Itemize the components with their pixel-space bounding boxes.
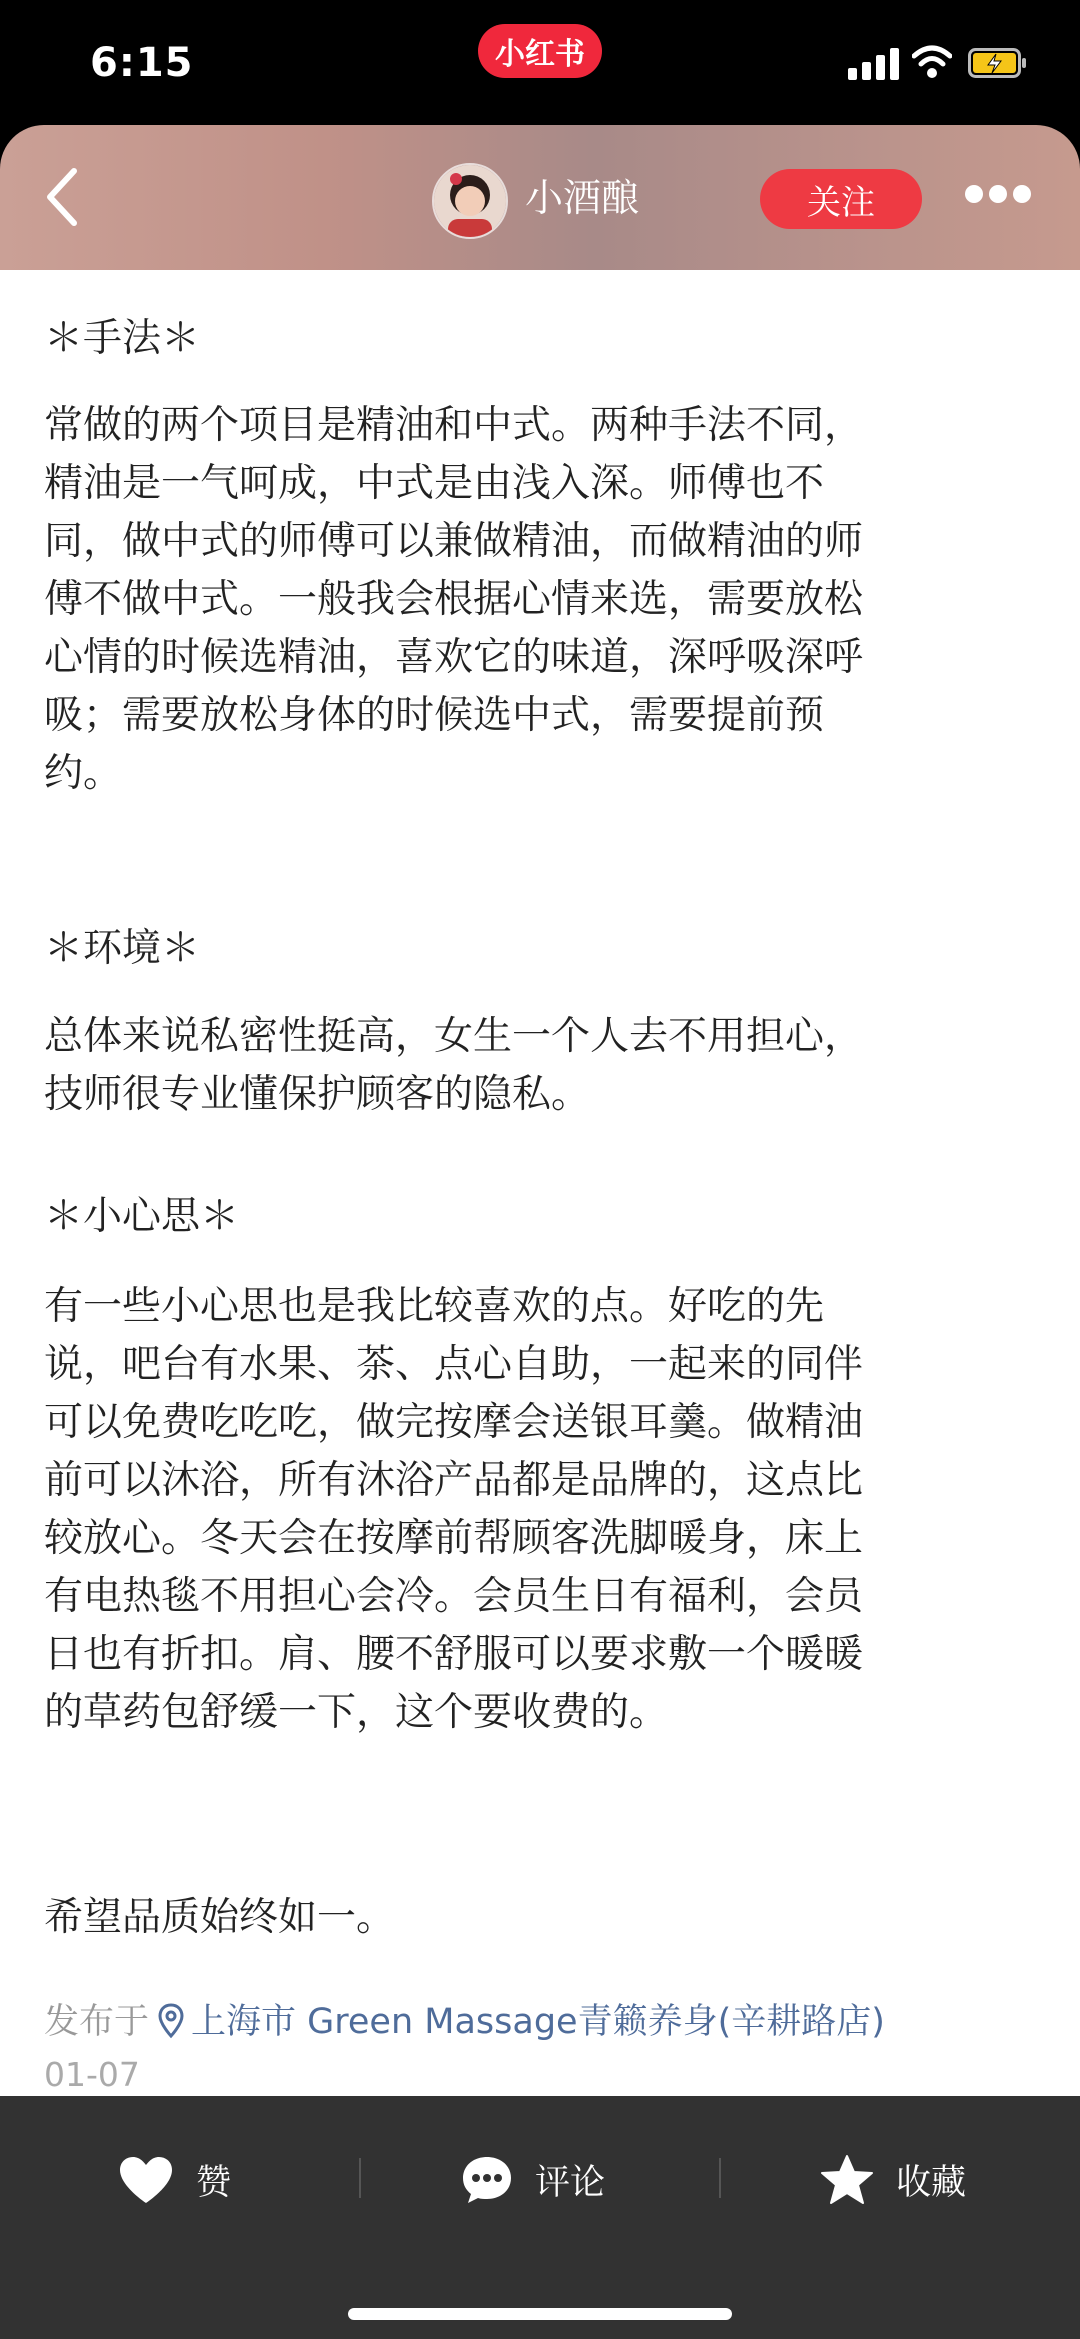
status-bar <box>0 0 1080 125</box>
comment-icon <box>461 2155 513 2205</box>
author-name[interactable]: 小酒酿 <box>525 176 640 220</box>
comment-button[interactable] <box>461 2148 605 2212</box>
post-content <box>0 270 1080 2096</box>
like-button[interactable] <box>118 2148 231 2212</box>
more-icon[interactable] <box>965 185 1031 205</box>
section-body-thoughtful-touches: 有一些小心思也是我比较喜欢的点。好吃的先 说，吧台有水果、茶、点心自助，一起来的同伴 可以免费吃吃吃，做完按摩会送银耳羹。做精油 前可以沐浴，所有沐浴产品都是品牌的，这点比 较放心。冬天会在按摩前帮顾客洗脚暖身，床上 有电热毯不用担心会冷。会员生日有福利，会员 日也有折扣。肩、腰不舒服可以要求敷一个暖暖 的草药包舒缓一下，这个要收费的。 <box>44 1284 864 1735</box>
comment-label: 评论 <box>535 2163 606 2203</box>
post-header <box>0 125 1080 270</box>
section-title-environment: ＊环境＊ <box>44 926 201 971</box>
published-prefix: 发布于 <box>44 2002 150 2042</box>
section-title-technique: ＊手法＊ <box>44 316 201 361</box>
collect-label: 收藏 <box>896 2163 967 2203</box>
bottom-action-bar <box>0 2096 1080 2339</box>
heart-icon <box>118 2155 174 2205</box>
star-icon <box>820 2154 874 2206</box>
avatar-image <box>434 165 506 237</box>
app-badge: 小红书 <box>478 24 602 78</box>
divider <box>359 2158 361 2198</box>
location-pin-icon <box>157 2003 185 2039</box>
status-time: 6:15 <box>90 40 194 86</box>
section-title-thoughtful-touches: ＊小心思＊ <box>44 1194 240 1239</box>
location-link[interactable]: 上海市 Green Massage青籁养身(辛耕路店) <box>191 2002 885 2042</box>
avatar[interactable] <box>432 163 508 239</box>
section-body-technique: 常做的两个项目是精油和中式。两种手法不同， 精油是一气呵成，中式是由浅入深。师傅也不 同，做中式的师傅可以兼做精油，而做精油的师 傅不做中式。一般我会根据心情来选，需要放松 心情的时候选精油，喜欢它的味道，深呼吸深呼 吸；需要放松身体的时候选中式，需要提前预 约。 <box>44 403 864 796</box>
published-location <box>44 1997 885 2047</box>
post-date: 01-07 <box>44 2055 140 2094</box>
back-icon[interactable] <box>42 165 82 229</box>
wifi-icon <box>912 44 952 80</box>
like-label: 赞 <box>196 2163 232 2203</box>
signal-icon <box>848 48 900 80</box>
closing-line: 希望品质始终如一。 <box>44 1895 396 1940</box>
section-body-environment: 总体来说私密性挺高，女生一个人去不用担心， 技师很专业懂保护顾客的隐私。 <box>44 1014 864 1117</box>
battery-icon <box>968 48 1028 78</box>
collect-button[interactable] <box>820 2148 966 2212</box>
follow-button[interactable]: 关注 <box>760 169 922 229</box>
divider <box>719 2158 721 2198</box>
home-indicator[interactable] <box>348 2308 732 2320</box>
